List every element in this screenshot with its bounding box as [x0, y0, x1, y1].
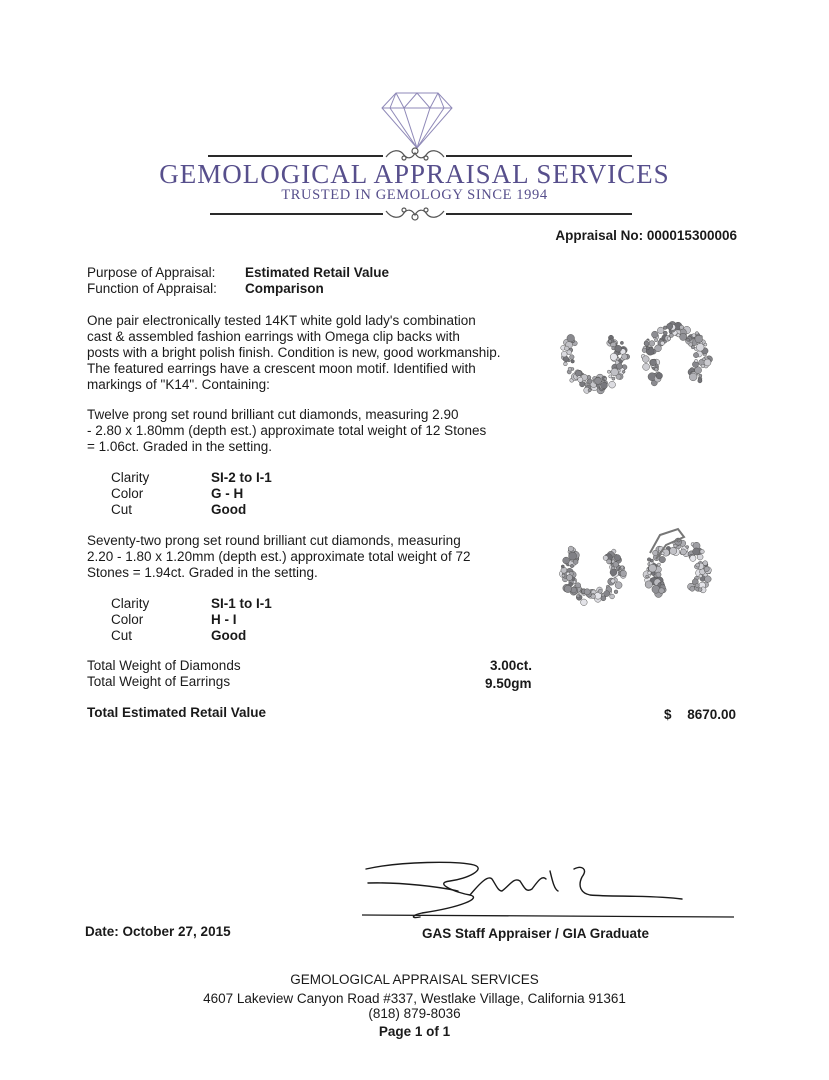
- total-earrings-value: 9.50gm: [485, 676, 532, 691]
- color-value: H - I: [211, 612, 237, 627]
- footer-address: 4607 Lakeview Canyon Road #337, Westlake Village, California 91361: [203, 991, 626, 1006]
- appraisal-no-label: Appraisal No:: [555, 228, 644, 243]
- clarity-value: SI-2 to I-1: [211, 470, 272, 485]
- date-label: Date:: [85, 924, 119, 939]
- stone-description-line: = 1.06ct. Graded in the setting.: [87, 439, 272, 454]
- cut-label: Cut: [111, 502, 133, 517]
- color-value: G - H: [211, 486, 244, 501]
- color-label: Color: [111, 612, 144, 627]
- stone-description-line: - 2.80 x 1.80mm (depth est.) approximate total weight of 12 Stones: [87, 423, 487, 438]
- earrings-back-photo: [552, 525, 718, 615]
- stone-group-2-description: [87, 533, 470, 581]
- diamond-logo-icon: [380, 90, 454, 150]
- page-number: Page 1 of 1: [378, 1024, 451, 1039]
- stone-description-line: Twelve prong set round brilliant cut diamonds, measuring 2.90: [87, 407, 459, 422]
- function-label: Function of Appraisal:: [87, 281, 217, 296]
- purpose-label: Purpose of Appraisal:: [87, 265, 216, 280]
- stone-group-1-description: [87, 407, 486, 455]
- signer-title: GAS Staff Appraiser / GIA Graduate: [422, 926, 650, 941]
- cut-value: Good: [211, 628, 247, 643]
- item-description: [87, 313, 500, 393]
- total-retail-value: 8670.00: [687, 707, 736, 722]
- date-value: October 27, 2015: [122, 924, 231, 939]
- stone-description-line: Seventy-two prong set round brilliant cut diamonds, measuring: [87, 533, 461, 548]
- currency-symbol: $: [664, 707, 672, 722]
- stone-description-line: 2.20 - 1.80 x 1.20mm (depth est.) approximate total weight of 72: [87, 549, 471, 564]
- total-diamonds-value: 3.00ct.: [490, 658, 533, 673]
- earrings-front-photo: [552, 312, 718, 404]
- function-value: Comparison: [245, 281, 324, 296]
- description-line: The featured earrings have a crescent moon motif. Identified with: [87, 361, 476, 376]
- purpose-value: Estimated Retail Value: [245, 265, 390, 280]
- cut-label: Cut: [111, 628, 133, 643]
- description-line: One pair electronically tested 14KT white gold lady's combination: [87, 313, 476, 328]
- logo-rule-bottom-left: [210, 213, 383, 215]
- org-tagline: TRUSTED IN GEMOLOGY SINCE 1994: [281, 187, 548, 203]
- description-line: cast & assembled fashion earrings with Omega clip backs with: [87, 329, 460, 344]
- total-retail-label: Total Estimated Retail Value: [87, 705, 267, 720]
- logo-rule-top-right: [446, 155, 632, 157]
- org-name: GEMOLOGICAL APPRAISAL SERVICES: [159, 159, 670, 189]
- logo-rule-bottom-right: [446, 213, 632, 215]
- appraisal-number: [555, 228, 737, 244]
- total-earrings-label: Total Weight of Earrings: [87, 674, 231, 689]
- appraisal-no-value: 000015300006: [646, 228, 737, 243]
- color-label: Color: [111, 486, 144, 501]
- clarity-label: Clarity: [111, 596, 150, 611]
- appraiser-signature: [362, 855, 738, 927]
- footer-org: GEMOLOGICAL APPRAISAL SERVICES: [290, 972, 539, 987]
- earring-cluster: [559, 546, 626, 606]
- logo-rule-top-left: [208, 155, 383, 157]
- earring-cluster: [561, 334, 630, 394]
- stone-description-line: Stones = 1.94ct. Graded in the setting.: [87, 565, 318, 580]
- description-line: posts with a bright polish finish. Condition is new, good workmanship.: [87, 345, 501, 360]
- total-diamonds-label: Total Weight of Diamonds: [87, 658, 241, 673]
- description-line: markings of "K14". Containing:: [87, 377, 270, 392]
- clarity-label: Clarity: [111, 470, 150, 485]
- cut-value: Good: [211, 502, 247, 517]
- ornament-bottom-icon: [384, 203, 446, 223]
- earring-cluster: [641, 321, 712, 386]
- clarity-value: SI-1 to I-1: [211, 596, 272, 611]
- footer-phone: (818) 879-8036: [368, 1006, 461, 1021]
- date-line: [85, 924, 231, 940]
